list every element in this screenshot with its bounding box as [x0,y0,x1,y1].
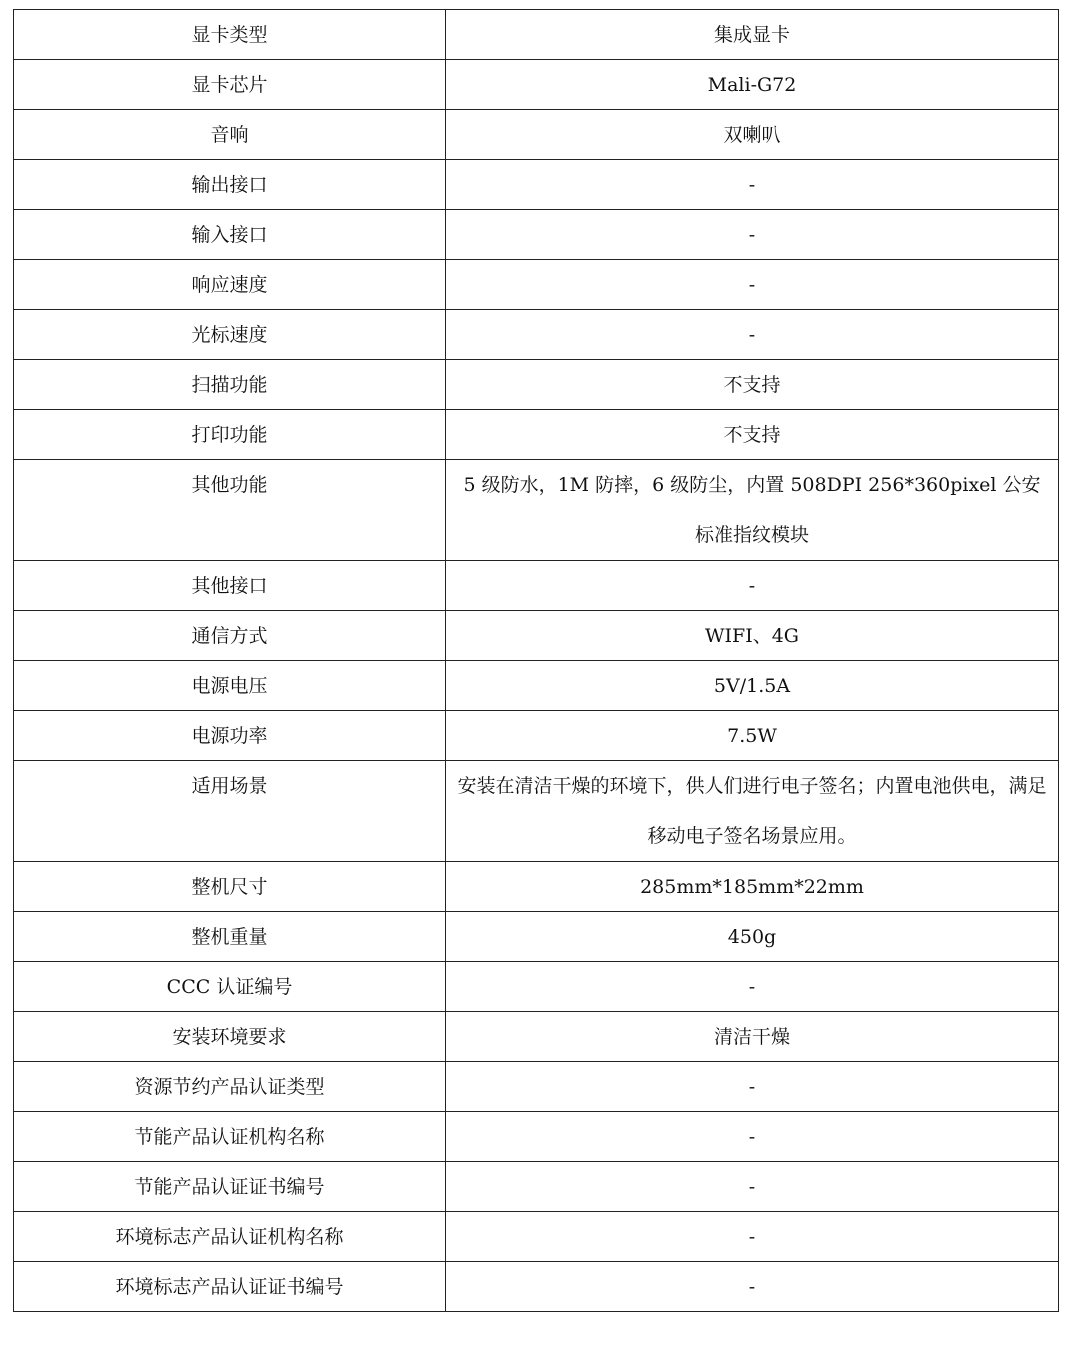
table-row [14,962,1059,1012]
row-label: 节能产品认证证书编号 [14,1162,446,1212]
row-label: 安装环境要求 [14,1012,446,1062]
row-label: 适用场景 [14,761,446,862]
row-label: 整机尺寸 [14,862,446,912]
spec-table [13,9,1059,1312]
row-value: 5V/1.5A [446,661,1059,711]
table-row [14,561,1059,611]
row-value: - [446,260,1059,310]
table-row [14,260,1059,310]
table-row [14,10,1059,60]
row-value: - [446,160,1059,210]
table-row [14,460,1059,561]
row-label: 其他功能 [14,460,446,561]
table-row [14,410,1059,460]
row-label: 节能产品认证机构名称 [14,1112,446,1162]
table-row [14,1212,1059,1262]
row-value: - [446,1062,1059,1112]
row-label: 资源节约产品认证类型 [14,1062,446,1112]
table-row [14,761,1059,862]
row-label: 音响 [14,110,446,160]
row-label: 打印功能 [14,410,446,460]
row-value: 清洁干燥 [446,1012,1059,1062]
table-row [14,862,1059,912]
table-row [14,160,1059,210]
row-value: 不支持 [446,410,1059,460]
table-row [14,661,1059,711]
row-value: 5 级防水，1M 防摔，6 级防尘，内置 508DPI 256*360pixel 公安标准指纹模块 [446,460,1059,561]
row-value: - [446,1112,1059,1162]
row-label: CCC 认证编号 [14,962,446,1012]
row-value: 安装在清洁干燥的环境下，供人们进行电子签名；内置电池供电，满足移动电子签名场景应用。 [446,761,1059,862]
row-value: - [446,962,1059,1012]
row-label: 显卡类型 [14,10,446,60]
row-value: 双喇叭 [446,110,1059,160]
table-row [14,210,1059,260]
row-value: 7.5W [446,711,1059,761]
table-row [14,1162,1059,1212]
table-row [14,110,1059,160]
row-label: 扫描功能 [14,360,446,410]
row-value: 450g [446,912,1059,962]
row-value: WIFI、4G [446,611,1059,661]
table-row [14,1112,1059,1162]
row-label: 整机重量 [14,912,446,962]
row-label: 环境标志产品认证证书编号 [14,1262,446,1312]
row-label: 响应速度 [14,260,446,310]
row-value: - [446,1212,1059,1262]
table-row [14,1062,1059,1112]
table-row [14,912,1059,962]
row-label: 光标速度 [14,310,446,360]
table-row [14,360,1059,410]
row-value: Mali-G72 [446,60,1059,110]
table-row [14,1262,1059,1312]
row-value: - [446,1162,1059,1212]
row-value: - [446,1262,1059,1312]
table-row [14,611,1059,661]
table-row [14,1012,1059,1062]
table-row [14,711,1059,761]
row-value: 集成显卡 [446,10,1059,60]
row-label: 输入接口 [14,210,446,260]
row-label: 显卡芯片 [14,60,446,110]
row-value: 285mm*185mm*22mm [446,862,1059,912]
table-row [14,60,1059,110]
row-label: 环境标志产品认证机构名称 [14,1212,446,1262]
row-label: 输出接口 [14,160,446,210]
row-label: 电源功率 [14,711,446,761]
row-label: 其他接口 [14,561,446,611]
row-label: 通信方式 [14,611,446,661]
row-value: - [446,310,1059,360]
row-value: - [446,210,1059,260]
row-value: - [446,561,1059,611]
row-value: 不支持 [446,360,1059,410]
table-row [14,310,1059,360]
row-label: 电源电压 [14,661,446,711]
